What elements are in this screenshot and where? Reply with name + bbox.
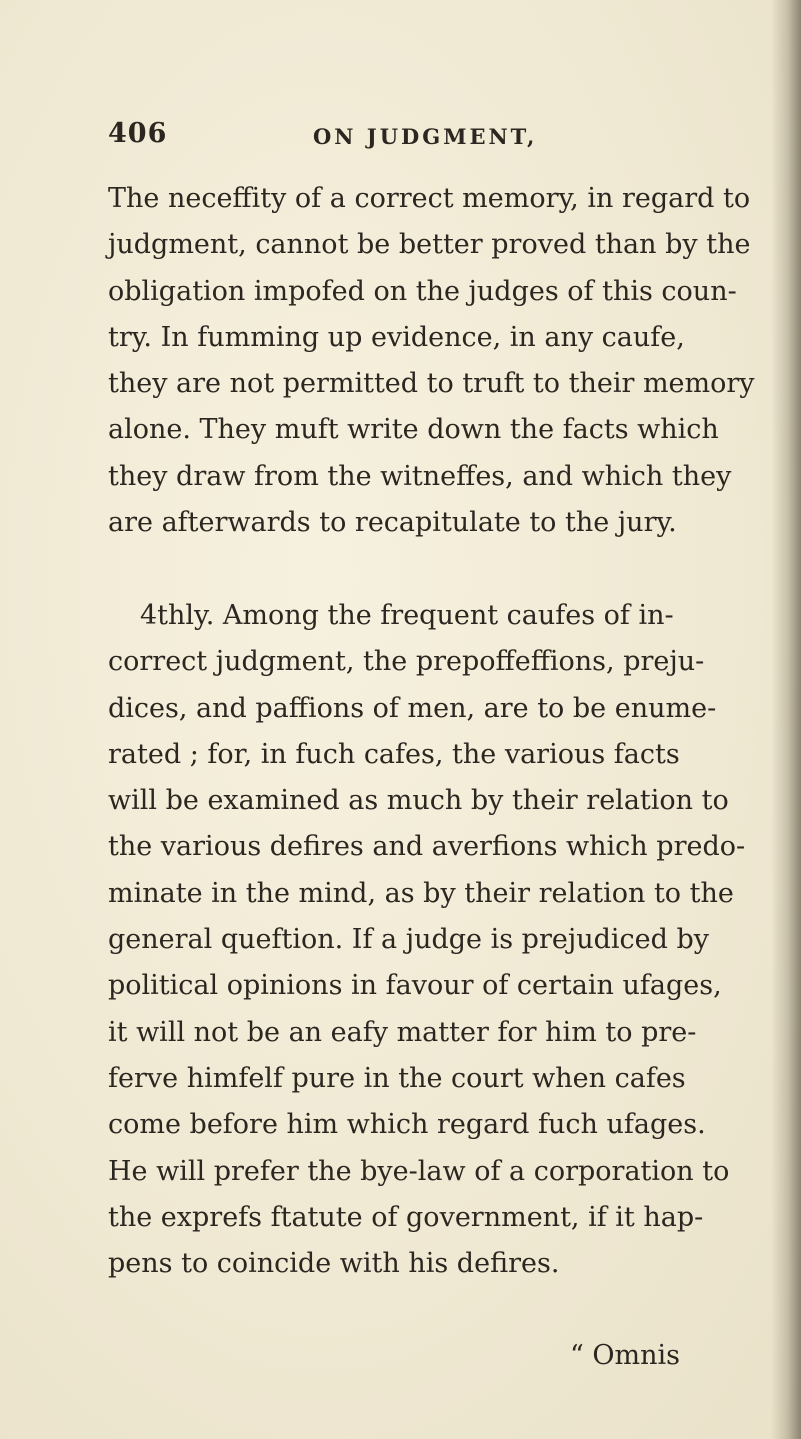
text-line: they draw from the witneffes, and which they bbox=[108, 460, 732, 492]
text-line: pens to coincide with his defires. bbox=[108, 1248, 560, 1280]
page-header bbox=[108, 118, 708, 158]
text-line: obligation impofed on the judges of this coun- bbox=[108, 275, 737, 307]
text-line: minate in the mind, as by their relation to the bbox=[108, 877, 734, 909]
text-line: judgment, cannot be better proved than by the bbox=[108, 229, 751, 261]
catchword: “ Omnis bbox=[570, 1340, 681, 1371]
running-head: ON JUDGMENT, bbox=[313, 124, 538, 149]
text-line: He will prefer the bye-law of a corporation to bbox=[108, 1155, 730, 1187]
text-line: rated ; for, in fuch cafes, the various facts bbox=[108, 738, 680, 770]
page-number: 406 bbox=[108, 118, 168, 149]
text-line: 4thly. Among the frequent caufes of in- bbox=[140, 600, 674, 631]
text-line: try. In fumming up evidence, in any caufe, bbox=[108, 321, 685, 353]
text-line: the exprefs ftatute of government, if it hap- bbox=[108, 1201, 704, 1233]
text-line: they are not permitted to truft to their memory bbox=[108, 368, 755, 400]
text-line: will be examined as much by their relation to bbox=[108, 785, 729, 817]
text-line: general queftion. If a judge is prejudiced by bbox=[108, 924, 710, 956]
text-line: political opinions in favour of certain ufages, bbox=[108, 970, 722, 1002]
paragraph-2 bbox=[108, 593, 748, 1287]
text-line: dices, and paffions of men, are to be enume- bbox=[108, 692, 717, 724]
text-line: correct judgment, the prepoffeffions, preju- bbox=[108, 646, 705, 678]
paragraph-1 bbox=[108, 176, 755, 546]
text-line: The neceffity of a correct memory, in regard to bbox=[108, 183, 751, 214]
text-line: are afterwards to recapitulate to the jury. bbox=[108, 507, 677, 539]
text-line: ferve himfelf pure in the court when cafes bbox=[108, 1062, 686, 1094]
text-line: come before him which regard fuch ufages. bbox=[108, 1109, 706, 1141]
page-edge-shadow bbox=[771, 0, 801, 1439]
text-line: the various defires and averfions which predo- bbox=[108, 831, 746, 863]
text-line: it will not be an eafy matter for him to pre- bbox=[108, 1016, 697, 1048]
text-line: alone. They muft write down the facts which bbox=[108, 414, 719, 446]
